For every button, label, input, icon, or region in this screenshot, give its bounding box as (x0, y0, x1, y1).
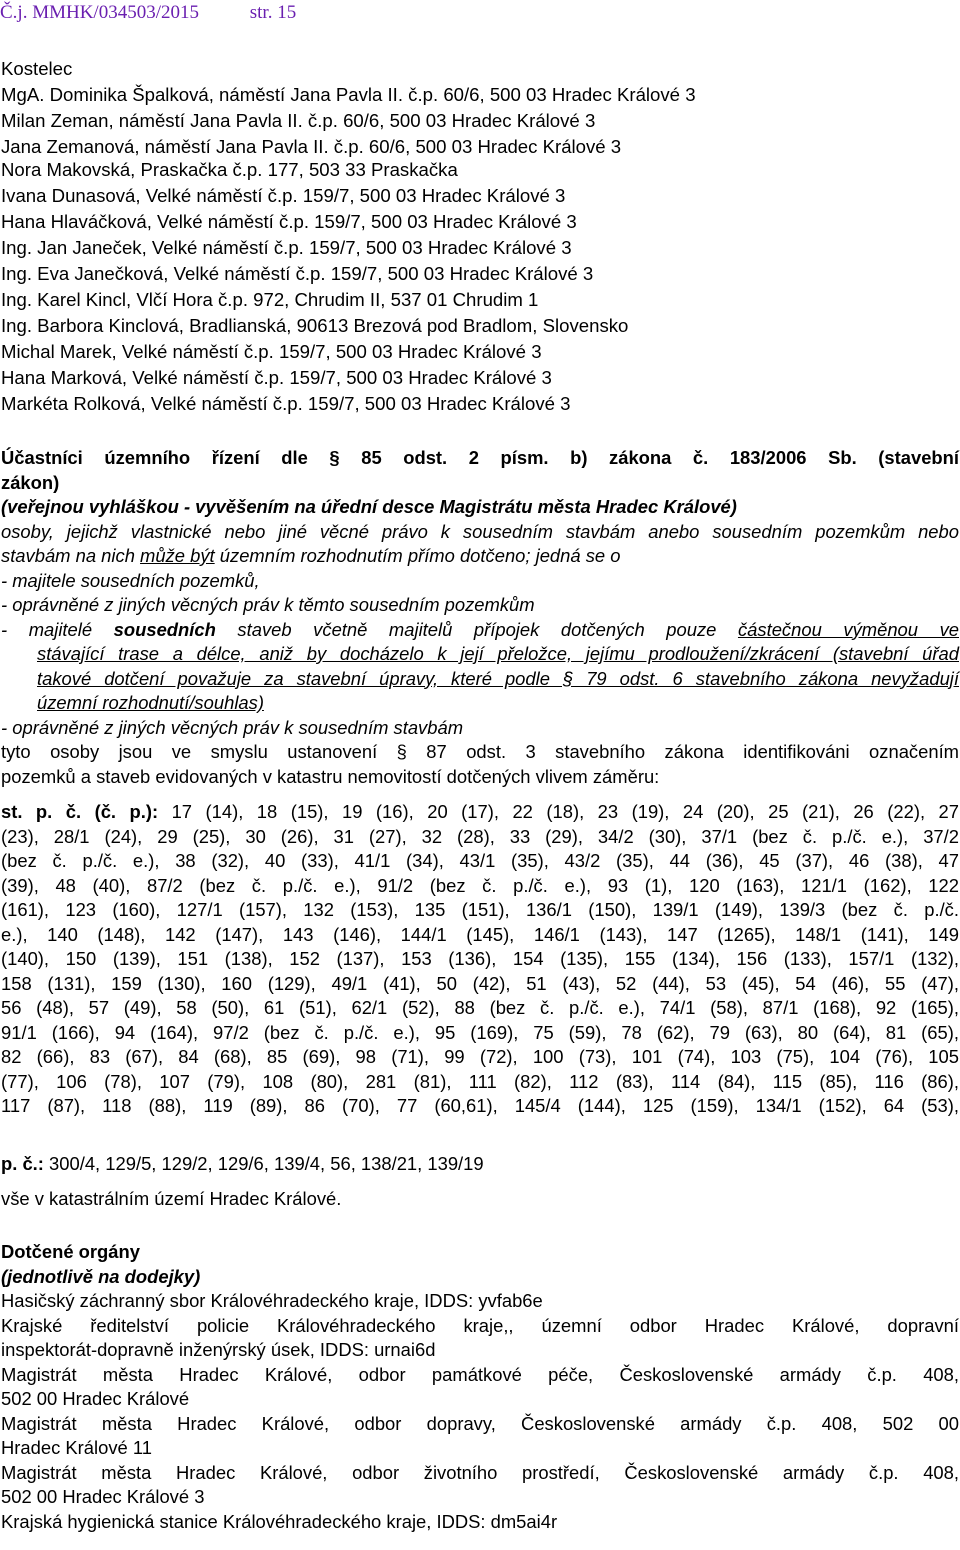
cadastre-text: vše v katastrálním území Hradec Králové. (1, 1188, 342, 1209)
recipient-group-kostelec (1, 56, 951, 160)
parcel-line: (23), 28/1 (24), 29 (25), 30 (26), 31 (27), 32 (28), 33 (29), 34/2 (30), 37/1 (bez č. p./č. e.), 37/2 (1, 825, 959, 847)
parcel-line: (161), 123 (160), 127/1 (157), 132 (153), 135 (151), 136/1 (150), 139/1 (149), 139/3 (bez č. p./č. (1, 899, 959, 920)
participants-subheading: (veřejnou vyhláškou - vyvěšením na úřední desce Magistrátu města Hradec Králové) (1, 496, 737, 517)
parcel-line: 117 (87), 118 (88), 119 (89), 86 (70), 77 (60,61), 145/4 (144), 125 (159), 134/1 (152), 64 (53), (1, 1095, 959, 1116)
authorities-section (1, 1240, 959, 1534)
authority-line: Magistrát města Hradec Králové, odbor památkové péče, Československé armády č.p. 408, (1, 1363, 959, 1385)
conclusion-text-cont: pozemků a staveb evidovaných v katastru nemovitostí dotčených vlivem záměru: (1, 765, 660, 787)
address-line: Michal Marek, Velké náměstí č.p. 159/7, 500 03 Hradec Králové 3 (1, 341, 542, 362)
address-line: MgA. Dominika Špalková, náměstí Jana Pavla II. č.p. 60/6, 500 03 Hradec Králové 3 (1, 84, 696, 105)
address-line: Jana Zemanová, náměstí Jana Pavla II. č.p. 60/6, 500 03 Hradec Králové 3 (1, 136, 622, 157)
authorities-heading: Dotčené orgány (1, 1241, 140, 1262)
address-line: Kostelec (1, 58, 73, 79)
text-fragment: - majitelé (1, 618, 114, 640)
authority-line: 502 00 Hradec Králové 3 (1, 1486, 205, 1507)
participants-heading: Účastníci územního řízení dle § 85 odst. 2 písm. b) zákona č. 183/2006 Sb. (stavební (1, 447, 959, 468)
list-item-cont: územní rozhodnutí/souhlas) (37, 692, 264, 713)
participants-section (1, 446, 959, 789)
address-line: Ing. Jan Janeček, Velké náměstí č.p. 159/7, 500 03 Hradec Králové 3 (1, 237, 572, 258)
parcel-line: e.), 140 (148), 142 (147), 143 (146), 144/1 (145), 146/1 (143), 147 (1265), 148/1 (141), 149 (1, 923, 959, 945)
participants-description-cont (1, 544, 959, 569)
reference-number: Č.j. MMHK/034503/2015 (0, 2, 199, 23)
parcel-line: 158 (131), 159 (130), 160 (129), 49/1 (41), 50 (42), 51 (43), 52 (44), 53 (45), 54 (46), 55 (47), (1, 972, 959, 994)
list-item: - majitele sousedních pozemků, (1, 569, 260, 591)
parcel-line: (39), 48 (40), 87/2 (bez č. p./č. e.), 91/2 (bez č. p./č. e.), 93 (1), 120 (163), 121/1 (162), 122 (1, 874, 959, 896)
list-item-cont: takové dotčení považuje za stavební úpravy, které podle § 79 odst. 6 stavebního zákona nevyžadují (37, 667, 959, 689)
underlined-text: může být (140, 545, 215, 566)
address-line: Ing. Karel Kincl, Vlčí Hora č.p. 972, Chrudim II, 537 01 Chrudim 1 (1, 289, 539, 310)
underlined-text: částečnou výměnou ve (737, 618, 959, 640)
parcel-number-values: 300/4, 129/5, 129/2, 129/6, 139/4, 56, 138/21, 139/19 (43, 1153, 484, 1174)
parcel-line: 56 (48), 57 (49), 58 (50), 61 (51), 62/1 (52), 88 (bez č. p./č. e.), 74/1 (58), 87/1 (168), 92 (165), (1, 997, 959, 1018)
address-line: Ing. Eva Janečková, Velké náměstí č.p. 159/7, 500 03 Hradec Králové 3 (1, 263, 594, 284)
parcel-line: (77), 106 (78), 107 (79), 108 (80), 281 (81), 111 (82), 112 (83), 114 (84), 115 (85), 116 (86), (1, 1070, 959, 1092)
authority-line: Hasičský záchranný sbor Královéhradeckého kraje, IDDS: yvfab6e (1, 1290, 543, 1311)
list-item: - oprávněné z jiných věcných práv k těmto sousedním pozemkům (1, 594, 535, 615)
authority-line: Magistrát města Hradec Králové, odbor dopravy, Československé armády č.p. 408, 502 00 (1, 1412, 959, 1434)
parcels-section (1, 800, 959, 1119)
authority-line: Hradec Králové 11 (1, 1437, 152, 1458)
parcel-line: 91/1 (166), 94 (164), 97/2 (bez č. p./č. e.), 95 (169), 75 (59), 78 (62), 79 (63), 80 (64), 81 (65), (1, 1021, 959, 1043)
address-line: Ivana Dunasová, Velké náměstí č.p. 159/7, 500 03 Hradec Králové 3 (1, 185, 566, 206)
list-item-cont: stávající trase a délce, aniž by docházelo k její přeložce, jejímu prodloužení/zkrácení (stavební úřad (37, 643, 959, 664)
parcel-label: st. p. č. (č. p.): (1, 801, 159, 822)
participants-heading-cont: zákon) (1, 471, 60, 493)
address-line: Milan Zeman, náměstí Jana Pavla II. č.p. 60/6, 500 03 Hradec Králové 3 (1, 110, 596, 131)
authority-line: Krajská hygienická stanice Královéhradeckého kraje, IDDS: dm5ai4r (1, 1510, 558, 1532)
address-line: Nora Makovská, Praskačka č.p. 177, 503 33 Praskačka (1, 159, 458, 180)
text-fragment: stavbám na nich (1, 545, 141, 566)
address-line: Hana Hlaváčková, Velké náměstí č.p. 159/7, 500 03 Hradec Králové 3 (1, 211, 577, 232)
parcel-numbers-line (1, 1152, 959, 1177)
address-line: Markéta Rolková, Velké náměstí č.p. 159/7, 500 03 Hradec Králové 3 (1, 393, 571, 414)
page-header (0, 2, 296, 24)
authority-line: Krajské ředitelství policie Královéhradeckého kraje,, územní odbor Hradec Králové, dopravní (1, 1314, 959, 1336)
text-fragment: územním rozhodnutím přímo dotčeno; jedná se o (214, 545, 621, 566)
parcel-line: 82 (66), 83 (67), 84 (68), 85 (69), 98 (71), 99 (72), 100 (73), 101 (74), 103 (75), 104 (76), 105 (1, 1046, 959, 1067)
authority-line: inspektorát-dopravně inženýrský úsek, IDDS: urnai6d (1, 1339, 436, 1360)
authority-line: 502 00 Hradec Králové (1, 1388, 190, 1409)
list-item: - oprávněné z jiných věcných práv k sousedním stavbám (1, 716, 464, 738)
authorities-subheading: (jednotlivě na dodejky) (1, 1265, 201, 1287)
conclusion-text: tyto osoby jsou ve smyslu ustanovení § 87 odst. 3 stavebního zákona identifikováni označením (1, 741, 959, 762)
list-item (1, 618, 959, 643)
parcel-values: 17 (14), 18 (15), 19 (16), 20 (17), 22 (18), 23 (19), 24 (20), 25 (21), 26 (22), 27 (158, 801, 959, 822)
parcel-line: (bez č. p./č. e.), 38 (32), 40 (33), 41/1 (34), 43/1 (35), 43/2 (35), 44 (36), 45 (37), 46 (38), 47 (1, 850, 959, 871)
bold-text: sousedních (113, 618, 216, 640)
parcel-line: (140), 150 (139), 151 (138), 152 (137), 153 (136), 154 (135), 155 (134), 156 (133), 157/1 (132), (1, 948, 959, 969)
address-line: Ing. Barbora Kinclová, Bradlianská, 90613 Brezová pod Bradlom, Slovensko (1, 315, 629, 336)
parcel-number-label: p. č.: (1, 1153, 44, 1174)
parcel-line (1, 800, 959, 825)
address-line: Hana Marková, Velké náměstí č.p. 159/7, 500 03 Hradec Králové 3 (1, 367, 552, 388)
page-number: str. 15 (249, 2, 297, 23)
text-fragment: staveb včetně majitelů přípojek dotčených pouze (215, 618, 738, 640)
participants-description: osoby, jejichž vlastnické nebo jiné věcné právo k sousedním stavbám anebo sousedním pozemkům nebo (1, 520, 959, 542)
recipient-list (1, 157, 951, 417)
authority-line: Magistrát města Hradec Králové, odbor životního prostředí, Československé armády č.p. 408, (1, 1461, 959, 1483)
